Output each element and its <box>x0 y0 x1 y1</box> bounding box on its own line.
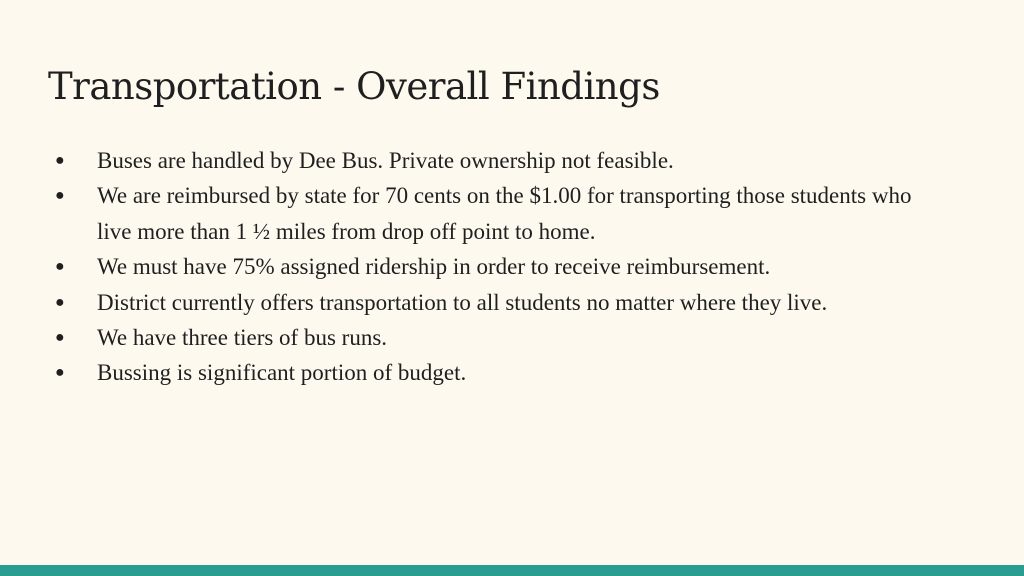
bullet-item <box>48 249 948 284</box>
bullet-text: Buses are handled by Dee Bus. Private ownership not feasible. <box>97 148 674 173</box>
bullet-marker-icon: ● <box>55 329 65 347</box>
bullet-text: District currently offers transportation to all students no matter where they live. <box>97 289 828 315</box>
bullet-text: Bussing is significant portion of budget. <box>97 360 467 386</box>
bullet-item <box>48 320 948 355</box>
bullet-marker-icon: ● <box>55 364 65 382</box>
bullet-marker-icon: ● <box>55 258 65 276</box>
slide-title: Transportation - Overall Findings <box>48 65 660 108</box>
bullet-item <box>48 355 948 390</box>
bullet-text: We must have 75% assigned ridership in order to receive reimbursement. <box>97 254 771 280</box>
bullet-marker-icon: ● <box>55 293 65 311</box>
footer-accent-bar <box>0 565 1024 576</box>
bullet-item <box>48 178 948 249</box>
bullet-marker-icon: ● <box>55 152 65 169</box>
bullet-text: We are reimbursed by state for 70 cents on the $1.00 for transporting those students who live more than 1 ½ miles from drop off point to home. <box>97 183 912 244</box>
bullet-item <box>48 285 948 320</box>
bullet-text: We have three tiers of bus runs. <box>97 325 388 351</box>
bullet-list <box>48 143 948 391</box>
bullet-marker-icon: ● <box>55 187 65 205</box>
bullet-item <box>48 143 948 178</box>
